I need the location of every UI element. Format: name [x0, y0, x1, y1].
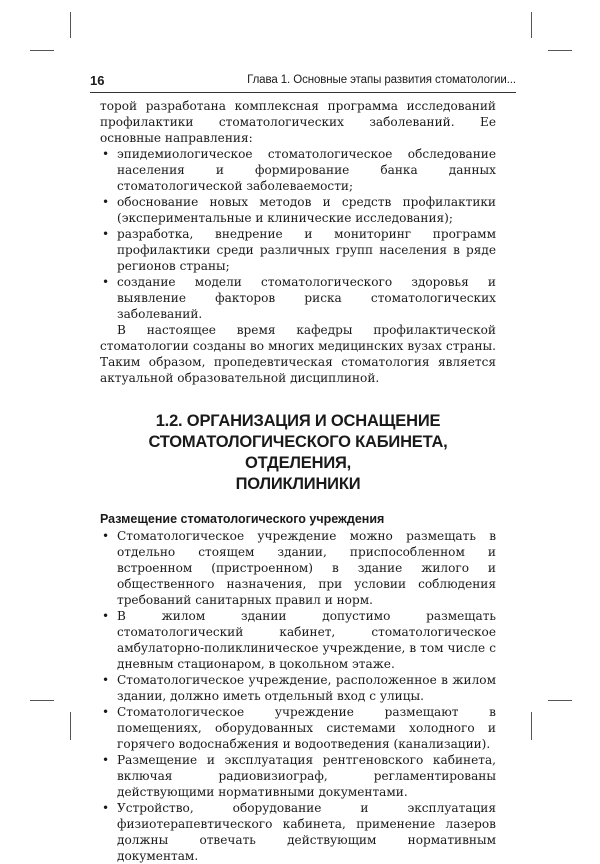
- list-item: • Стоматологическое учреждение, расположенное в жилом здании, должно иметь отдельный вход с улицы.: [100, 672, 496, 704]
- crop-mark-bottom-left-v: [70, 712, 71, 740]
- section-title-line: СТОМАТОЛОГИЧЕСКОГО КАБИНЕТА, ОТДЕЛЕНИЯ,: [148, 433, 448, 472]
- subheading: Размещение стоматологического учреждения: [100, 512, 385, 526]
- intro-closing-paragraph: В настоящее время кафедры профилактической стоматологии созданы во многих медицинских вузах страны. Таким образом, пропедевтическая стоматология является актуальной образовательной дисциплиной.: [100, 323, 496, 385]
- page-body: [100, 98, 496, 864]
- page-header: [90, 73, 516, 91]
- section-title: [100, 411, 496, 495]
- crop-mark-top-left-v: [70, 12, 71, 38]
- list-item: • Устройство, оборудование и эксплуатация физиотерапевтического кабинета, применение лазеров должны отвечать действующим нормативным документам.: [100, 800, 496, 864]
- list-item: • Размещение и эксплуатация рентгеновского кабинета, включая радиовизиограф, регламентированы действующими нормативными документами.: [100, 752, 496, 800]
- crop-mark-top-right-h: [548, 50, 572, 51]
- running-head: Глава 1. Основные этапы развития стоматологии...: [247, 74, 516, 86]
- list-item: • Стоматологическое учреждение размещают в помещениях, оборудованных системами холодного и горячего водоснабжения и водоотведения (канализации).: [100, 704, 496, 752]
- intro-bullet-list: [100, 146, 496, 322]
- list-item: • разработка, внедрение и мониторинг программ профилактики среди различных групп населения в ряде регионов страны;: [100, 226, 496, 274]
- page-number: 16: [90, 73, 105, 88]
- header-rule: [90, 92, 516, 93]
- crop-mark-top-left-h: [30, 50, 54, 51]
- list-item: • В жилом здании допустимо размещать стоматологический кабинет, стоматологическое амбулаторно-поликлиническое учреждение, в том числе с дневным стационаром, в цокольном этаже.: [100, 608, 496, 672]
- crop-mark-bottom-left-h: [30, 700, 54, 701]
- list-item: • обоснование новых методов и средств профилактики (экспериментальные и клинические исследования);: [100, 194, 496, 226]
- crop-mark-bottom-right-v: [531, 712, 532, 740]
- section-title-line: 1.2. ОРГАНИЗАЦИЯ И ОСНАЩЕНИЕ: [155, 412, 441, 430]
- list-item: • эпидемиологическое стоматологическое обследование населения и формирование банка данных стоматологической заболеваемости;: [100, 146, 496, 194]
- crop-mark-bottom-right-h: [548, 700, 572, 701]
- intro-lead-paragraph: торой разработана комплексная программа исследований профилактики стоматологических заболеваний. Ее основные направления:: [100, 99, 496, 145]
- list-item: • Стоматологическое учреждение можно размещать в отдельно стоящем здании, приспособленном и встроенном (пристроенном) в здание жилого и общественного назначения, при условии соблюдения требований санитарных правил и норм.: [100, 528, 496, 608]
- crop-mark-top-right-v: [531, 12, 532, 38]
- section-title-line: ПОЛИКЛИНИКИ: [235, 475, 361, 493]
- section-bullet-list: [100, 528, 496, 864]
- list-item: • создание модели стоматологического здоровья и выявление факторов риска стоматологических заболеваний.: [100, 274, 496, 322]
